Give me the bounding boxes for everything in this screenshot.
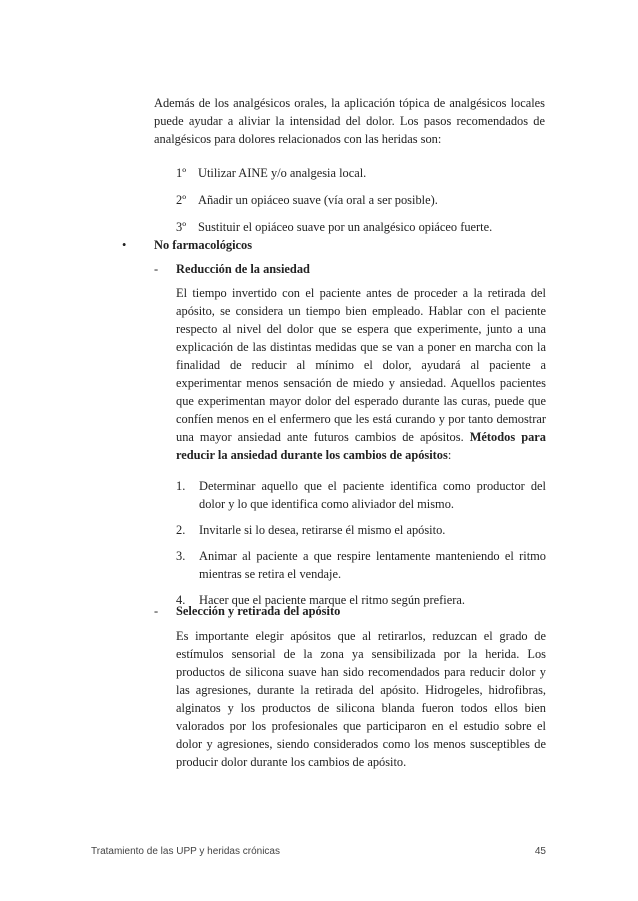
subsection-title: Reducción de la ansiedad <box>176 262 310 276</box>
footer-title: Tratamiento de las UPP y heridas crónicas <box>91 846 280 857</box>
list-text: Determinar aquello que el paciente identifica como productor del dolor y lo que identifica como aliviador del mismo. <box>199 479 546 511</box>
methods-heading: Métodos para reducir la ansiedad durante los cambios de apósitos <box>176 430 546 462</box>
step-number: 1º <box>176 166 187 180</box>
anxiety-text: El tiempo invertido con el paciente antes de proceder a la retirada del apósito, se considera un tiempo bien empleado. Hablar con el paciente respecto al nivel del dolor que se espera que experimente, junto a una explicación de las distintas medidas que se van a poner en marcha con la finalidad de reducir al mínimo el dolor, ayudará al paciente a experimentar menos sensación de miedo y ansiedad. Aquellos pacientes que experimentan mayor dolor del esperado durante las curas, puede que confíen menos en el enfermero que les está curando y por tanto demostrar una mayor ansiedad ante futuros cambios de apósitos. <box>176 286 546 444</box>
step-item <box>176 218 546 236</box>
list-number: 1. <box>176 479 186 493</box>
list-item <box>176 547 546 583</box>
list-item <box>176 477 546 513</box>
step-text: Añadir un opiáceo suave (vía oral a ser posible). <box>198 193 438 207</box>
list-text: Animar al paciente a que respire lentamente manteniendo el ritmo mientras se retira el vendaje. <box>199 549 546 581</box>
analgesic-steps-list <box>176 164 546 245</box>
subsection-dressing-heading <box>154 602 340 620</box>
bullet-non-pharmacological <box>122 236 252 254</box>
list-number: 2. <box>176 523 186 537</box>
list-number: 4. <box>176 593 186 607</box>
anxiety-methods-list <box>176 477 546 617</box>
page-footer <box>91 846 546 857</box>
bullet-heading: No farmacológicos <box>154 238 253 252</box>
step-number: 2º <box>176 193 187 207</box>
dash-marker: - <box>154 262 159 276</box>
list-number: 3. <box>176 549 186 563</box>
dressing-paragraph: Es importante elegir apósitos que al retirarlos, reduzcan el grado de estímulos sensorial de la zona ya sensibilizada por la herida. Los productos de silicona suave han sido recomendados para reducir dolor y las agresiones, durante la retirada del apósito. Hidrogeles, hidrofibras, alginatos y los productos de silicona blanda fueron todos ellos bien valorados por los profesionales que participaron en el estudio sobre el dolor y agresiones, siendo considerados como los menos susceptibles de producir dolor durante los cambios de apósito. <box>176 629 546 769</box>
step-item <box>176 191 546 209</box>
subsection-anxiety-heading <box>154 260 310 278</box>
bullet-icon: • <box>122 238 127 252</box>
subsection-title: Selección y retirada del apósito <box>176 604 341 618</box>
step-text: Utilizar AINE y/o analgesia local. <box>198 166 367 180</box>
anxiety-paragraph <box>176 284 546 464</box>
list-text: Hacer que el paciente marque el ritmo según prefiera. <box>199 593 465 607</box>
methods-colon: : <box>447 448 452 462</box>
page-number: 45 <box>534 846 546 857</box>
step-number: 3º <box>176 220 187 234</box>
step-text: Sustituir el opiáceo suave por un analgésico opiáceo fuerte. <box>198 220 493 234</box>
intro-paragraph: Además de los analgésicos orales, la aplicación tópica de analgésicos locales puede ayudar a aliviar la intensidad del dolor. Los pasos recomendados de analgésicos para dolores relacionados con las heridas son: <box>154 96 545 146</box>
list-text: Invitarle si lo desea, retirarse él mismo el apósito. <box>199 523 446 537</box>
dash-marker: - <box>154 604 159 618</box>
step-item <box>176 164 546 182</box>
list-item <box>176 521 546 539</box>
